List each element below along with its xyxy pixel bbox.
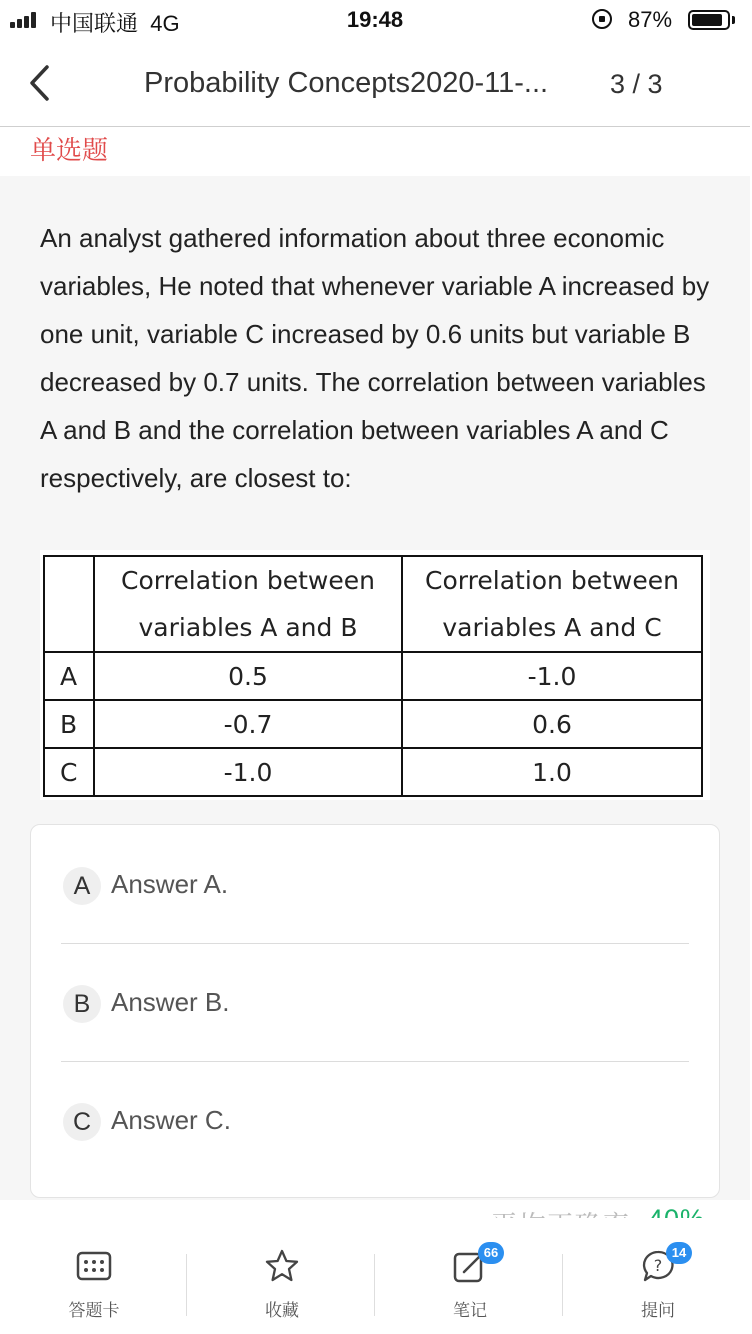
bottom-tab-bar (0, 1218, 750, 1334)
table-row (44, 700, 702, 748)
battery-cap (732, 16, 735, 24)
correlation-table-image (40, 550, 710, 800)
network-type: 4G (150, 11, 180, 36)
question-area (0, 176, 750, 1200)
answer-sheet-icon (76, 1248, 112, 1284)
ask-badge: 14 (666, 1242, 692, 1264)
tab-label: 收藏 (265, 1301, 299, 1320)
option-text: Answer A. (111, 869, 229, 899)
tab-divider (562, 1254, 563, 1316)
battery-fill (692, 14, 722, 26)
table-cell: 0.5 (94, 652, 402, 700)
tab-ask[interactable] (564, 1218, 752, 1334)
option-letter: B (63, 985, 101, 1023)
table-cell: 0.6 (402, 700, 702, 748)
tab-divider (374, 1254, 375, 1316)
table-header-cell (44, 556, 94, 652)
tab-favorite[interactable] (188, 1218, 376, 1334)
table-cell: -1.0 (94, 748, 402, 796)
tab-notes[interactable] (376, 1218, 564, 1334)
option-a[interactable] (61, 825, 689, 944)
table-cell: -1.0 (402, 652, 702, 700)
notes-badge: 66 (478, 1242, 504, 1264)
rotation-lock-icon (592, 9, 612, 29)
star-icon (264, 1248, 300, 1284)
status-bar (0, 0, 750, 40)
tab-label: 提问 (641, 1301, 675, 1320)
page-indicator: 3 / 3 (610, 69, 663, 99)
option-text: Answer B. (111, 987, 230, 1017)
option-b[interactable] (61, 943, 689, 1062)
option-c[interactable] (61, 1061, 689, 1179)
table-header-row (44, 556, 702, 652)
carrier-name: 中国联通 (50, 11, 139, 36)
table-row (44, 748, 702, 796)
table-row-label: B (44, 700, 94, 748)
back-chevron-icon[interactable] (28, 64, 50, 102)
tab-label: 笔记 (453, 1301, 487, 1320)
table-header-cell: Correlation between variables A and B (94, 556, 402, 652)
options-card (30, 824, 720, 1198)
status-time: 19:48 (346, 7, 404, 32)
tab-label: 答题卡 (68, 1301, 120, 1320)
table-row (44, 652, 702, 700)
table-row-label: C (44, 748, 94, 796)
table-cell: -0.7 (94, 700, 402, 748)
nav-bar (0, 40, 750, 127)
table-header-cell: Correlation between variables A and C (402, 556, 702, 652)
table-row-label: A (44, 652, 94, 700)
option-text: Answer C. (111, 1105, 231, 1135)
option-letter: A (63, 867, 101, 905)
question-type-label: 单选题 (30, 135, 109, 165)
average-accuracy-peek (0, 1200, 750, 1218)
correlation-table (43, 555, 703, 797)
page-title: Probability Concepts2020-11-... (144, 67, 549, 99)
tab-answer-sheet[interactable] (0, 1218, 188, 1334)
question-text: An analyst gathered information about three economic variables, He noted that whenever variable A increased by one unit, variable C increased by 0.6 units but variable B decreased by 0.7 units. The correlation between variables A and B and the correlation between variables A and C respectively, are closest to: (40, 223, 710, 493)
table-cell: 1.0 (402, 748, 702, 796)
tab-divider (186, 1254, 187, 1316)
battery-percent: 87% (628, 7, 673, 32)
option-letter: C (63, 1103, 101, 1141)
svg-text:?: ? (653, 1256, 663, 1275)
battery-icon (688, 10, 730, 30)
